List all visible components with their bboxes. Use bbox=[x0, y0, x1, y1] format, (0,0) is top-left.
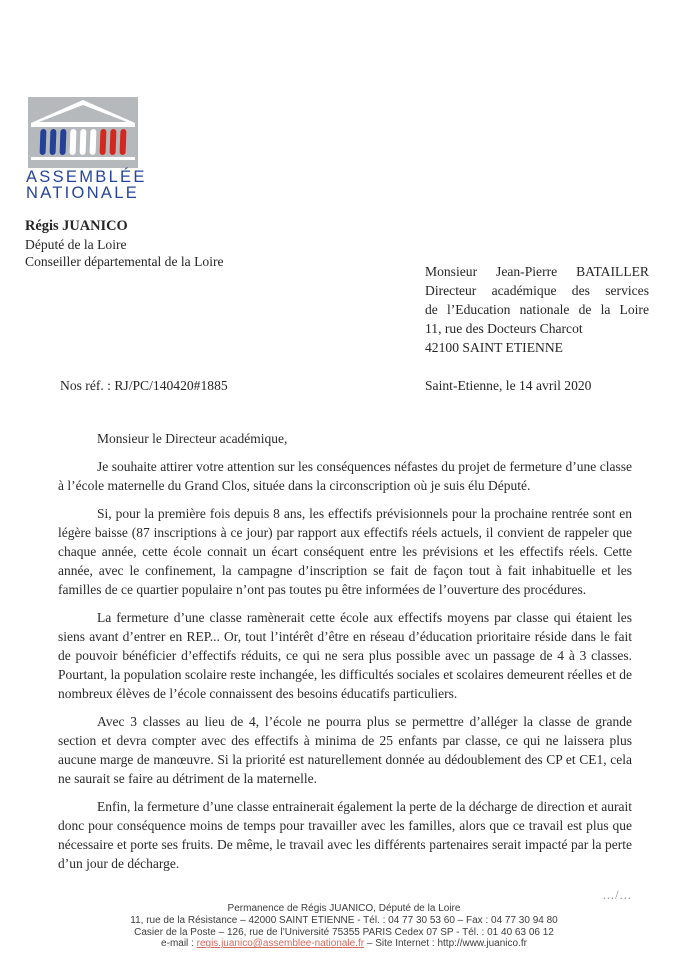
recipient-line: 42100 SAINT ETIENNE bbox=[425, 340, 563, 355]
recipient-block bbox=[425, 262, 649, 357]
temple-roof-inner bbox=[39, 105, 127, 122]
salutation: Monsieur le Directeur académique, bbox=[97, 431, 288, 446]
sender-name: Régis JUANICO bbox=[25, 218, 128, 234]
recipient-line: Directeur académique des services bbox=[425, 283, 649, 298]
footer-line-3: Casier de la Poste – 126, rue de l’Université 75355 PARIS Cedex 07 SP - Tél. : 01 40 63 06 12 bbox=[134, 926, 554, 938]
column-blue-icon bbox=[50, 129, 57, 155]
column-red-icon bbox=[110, 129, 117, 155]
recipient-line: 11, rue des Docteurs Charcot bbox=[425, 321, 583, 336]
recipient-line: de l’Education nationale de la Loire bbox=[425, 302, 649, 317]
footer-line-2: 11, rue de la Résistance – 42000 SAINT ETIENNE - Tél. : 04 77 30 53 60 – Fax : 04 77 30 94 80 bbox=[130, 914, 558, 926]
sender-block bbox=[25, 218, 224, 271]
footer-line-4 bbox=[0, 938, 688, 950]
temple-colonnade-icon bbox=[28, 129, 138, 155]
page-continuation-marker: .../... bbox=[602, 888, 632, 902]
logo-wordmark bbox=[26, 169, 147, 201]
temple-stylobate bbox=[31, 157, 135, 160]
logo-line-nationale: NATIONALE bbox=[26, 184, 139, 202]
sender-title-2: Conseiller départemental de la Loire bbox=[25, 254, 224, 269]
letter-footer bbox=[0, 903, 688, 950]
paragraph-2: Si, pour la première fois depuis 8 ans, les effectifs prévisionnels pour la prochaine rentrée sont en légère baisse (87 inscriptions à ce jour) par rapport aux effectifs réels actuels, il convient de rappeler que chaque année, cette école connait un écart conséquent entre les prévisions et les effectifs réels. Cette année, avec le confinement, la campagne d’inscription se fait de façon tout à fait inhabituelle et les familles de ce quartier populaire n’ont pas toutes pu être informées de l’ouverture des procédures. bbox=[58, 506, 632, 597]
column-white-icon bbox=[80, 129, 87, 155]
paragraph-3: La fermeture d’une classe ramènerait cette école aux effectifs moyens par classe qui étaient les siens avant d’entrer en REP... Or, tout l’intérêt d’être en réseau d’éducation prioritaire réside dans le fait de pouvoir bénéficier d’effectifs réduits, ce qui ne sera plus possible avec un passage de 4 à 3 classes. Pourtant, la population scolaire reste inchangée, les difficultés sociales et scolaires demeurent réelles et de nombreux élèves de l’école connaissent des besoins éducatifs particuliers. bbox=[58, 610, 632, 701]
column-white-icon bbox=[90, 129, 97, 155]
column-red-icon bbox=[100, 129, 107, 155]
column-red-icon bbox=[120, 129, 127, 155]
sender-title-1: Député de la Loire bbox=[25, 236, 127, 252]
column-blue-icon bbox=[40, 129, 47, 155]
paragraph-5: Enfin, la fermeture d’une classe entrainerait également la perte de la décharge de direction et aurait donc pour conséquence moins de temps pour travailler avec les familles, alors que ce travail est plus que nécessaire et porte ses fruits. De même, le travail avec les différents partenaires serait impacté par la perte d’un jour de décharge. bbox=[58, 799, 632, 871]
paragraph-1: Je souhaite attirer votre attention sur les conséquences néfastes du projet de fermeture d’une classe à l’école maternelle du Grand Clos, située dans la circonscription où je suis élu Député. bbox=[58, 459, 632, 493]
footer-line-1: Permanence de Régis JUANICO, Député de la Loire bbox=[227, 903, 461, 914]
letter-body bbox=[58, 429, 632, 873]
date-line: Saint-Etienne, le 14 avril 2020 bbox=[425, 378, 592, 393]
temple-architrave bbox=[31, 123, 135, 127]
reference-line: Nos réf. : RJ/PC/140420#1885 bbox=[60, 378, 228, 393]
footer-email-prefix: e-mail : bbox=[161, 938, 197, 950]
paragraph-4: Avec 3 classes au lieu de 4, l’école ne pourra plus se permettre d’alléger la classe de grande section et devra compter avec des effectifs à minima de 25 enfants par classe, ce qui ne laissera plus aucune marge de manœuvre. Si la priorité est naturellement donnée au dédoublement des CP et CE1, cela ne saurait se faire au détriment de la maternelle. bbox=[58, 714, 632, 786]
footer-website-text: – Site Internet : http://www.juanico.fr bbox=[364, 938, 527, 950]
recipient-line: Monsieur Jean-Pierre BATAILLER bbox=[425, 264, 649, 279]
logo-line-assemblee: ASSEMBLÉE bbox=[26, 168, 147, 186]
assemblee-nationale-temple-icon bbox=[28, 97, 138, 168]
email-link[interactable]: regis.juanico@assemblee-nationale.fr bbox=[196, 938, 365, 950]
column-white-icon bbox=[70, 129, 77, 155]
column-blue-icon bbox=[60, 129, 67, 155]
